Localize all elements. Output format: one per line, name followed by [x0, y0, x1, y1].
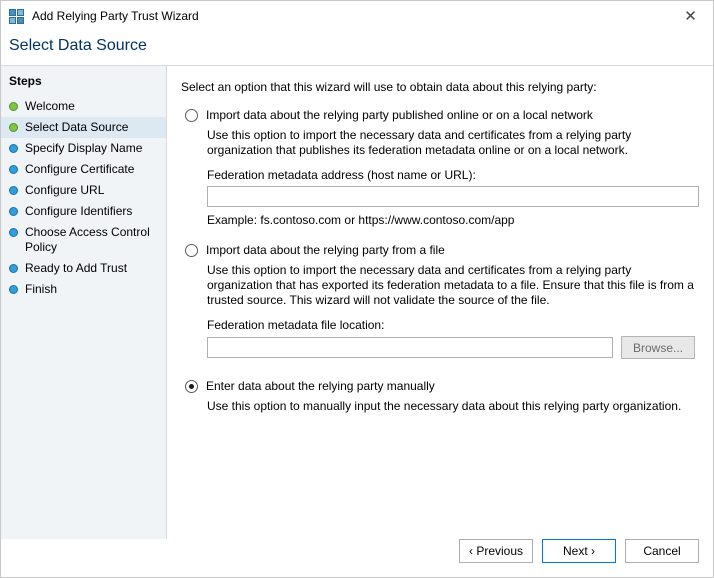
option-description: Use this option to import the necessary data and certificates from a relying party organization that publishes its federation metadata online or on a local network.: [207, 128, 632, 157]
step-bullet-icon: [9, 123, 18, 132]
radio-enter-manually-icon[interactable]: [185, 380, 198, 393]
option-enter-manually: [181, 379, 699, 424]
sidebar-item-label: Ready to Add Trust: [25, 261, 128, 275]
sidebar-item-configure-certificate[interactable]: [1, 159, 166, 180]
metadata-address-label: Federation metadata address (host name or URL):: [207, 168, 476, 182]
option-description: Use this option to manually input the necessary data about this relying party organization.: [207, 399, 682, 413]
metadata-file-input[interactable]: [207, 337, 613, 358]
steps-title: Steps: [9, 74, 42, 88]
previous-button[interactable]: ‹ Previous: [459, 539, 533, 563]
sidebar-item-select-data-source[interactable]: [1, 117, 166, 138]
wizard-footer: [1, 539, 713, 577]
option-label: Enter data about the relying party manually: [206, 379, 435, 393]
option-description: Use this option to import the necessary data and certificates from a relying party organization that has exported its federation metadata to a file. Ensure that this file is from a trusted source. This wizard will not validate the source of the file.: [207, 263, 694, 307]
sidebar-item-configure-url[interactable]: [1, 180, 166, 201]
metadata-address-input[interactable]: [207, 186, 699, 207]
step-bullet-icon: [9, 186, 18, 195]
step-bullet-icon: [9, 102, 18, 111]
window-body: [1, 65, 713, 539]
sidebar-item-welcome[interactable]: [1, 96, 166, 117]
option-import-file: [181, 243, 699, 365]
sidebar-item-label: Select Data Source: [25, 120, 129, 134]
sidebar-item-label: Finish: [25, 282, 58, 296]
page-title: Select Data Source: [9, 37, 147, 54]
sidebar-item-specify-display-name[interactable]: [1, 138, 166, 159]
step-bullet-icon: [9, 165, 18, 174]
step-bullet-icon: [9, 144, 18, 153]
browse-button[interactable]: Browse...: [621, 336, 695, 359]
option-label: Import data about the relying party published online or on a local network: [206, 108, 593, 122]
radio-row-import-file[interactable]: [181, 243, 699, 258]
close-icon[interactable]: ✕: [684, 7, 697, 25]
title-bar: [1, 1, 713, 31]
radio-row-import-online[interactable]: [181, 108, 699, 123]
metadata-file-row: [207, 336, 699, 359]
radio-import-online-icon[interactable]: [185, 109, 198, 122]
metadata-address-example: Example: fs.contoso.com or https://www.contoso.com/app: [207, 213, 515, 227]
step-bullet-icon: [9, 285, 18, 294]
metadata-address-row: [207, 186, 699, 207]
intro-text: Select an option that this wizard will use to obtain data about this relying party:: [181, 80, 597, 94]
metadata-file-label: Federation metadata file location:: [207, 318, 385, 332]
window-title: Add Relying Party Trust Wizard: [32, 9, 199, 23]
sidebar-item-label: Configure URL: [25, 183, 105, 197]
sidebar-item-ready-to-add-trust[interactable]: [1, 258, 166, 279]
page-heading-bar: [1, 31, 713, 65]
wizard-icon: [9, 8, 25, 24]
radio-row-enter-manually[interactable]: [181, 379, 699, 394]
option-label: Import data about the relying party from a file: [206, 243, 445, 257]
radio-import-file-icon[interactable]: [185, 244, 198, 257]
option-import-online: [181, 108, 699, 241]
steps-sidebar: [1, 66, 167, 539]
sidebar-item-label: Choose Access Control Policy: [25, 225, 150, 254]
sidebar-item-finish[interactable]: [1, 279, 166, 300]
step-bullet-icon: [9, 228, 18, 237]
sidebar-item-label: Welcome: [25, 99, 75, 113]
step-bullet-icon: [9, 264, 18, 273]
cancel-button[interactable]: Cancel: [625, 539, 699, 563]
main-content: [167, 66, 713, 539]
sidebar-item-label: Configure Identifiers: [25, 204, 133, 218]
sidebar-item-configure-identifiers[interactable]: [1, 201, 166, 222]
sidebar-item-choose-access-control-policy[interactable]: [1, 222, 166, 258]
sidebar-item-label: Specify Display Name: [25, 141, 143, 155]
sidebar-item-label: Configure Certificate: [25, 162, 135, 176]
next-button[interactable]: Next ›: [542, 539, 616, 563]
step-bullet-icon: [9, 207, 18, 216]
